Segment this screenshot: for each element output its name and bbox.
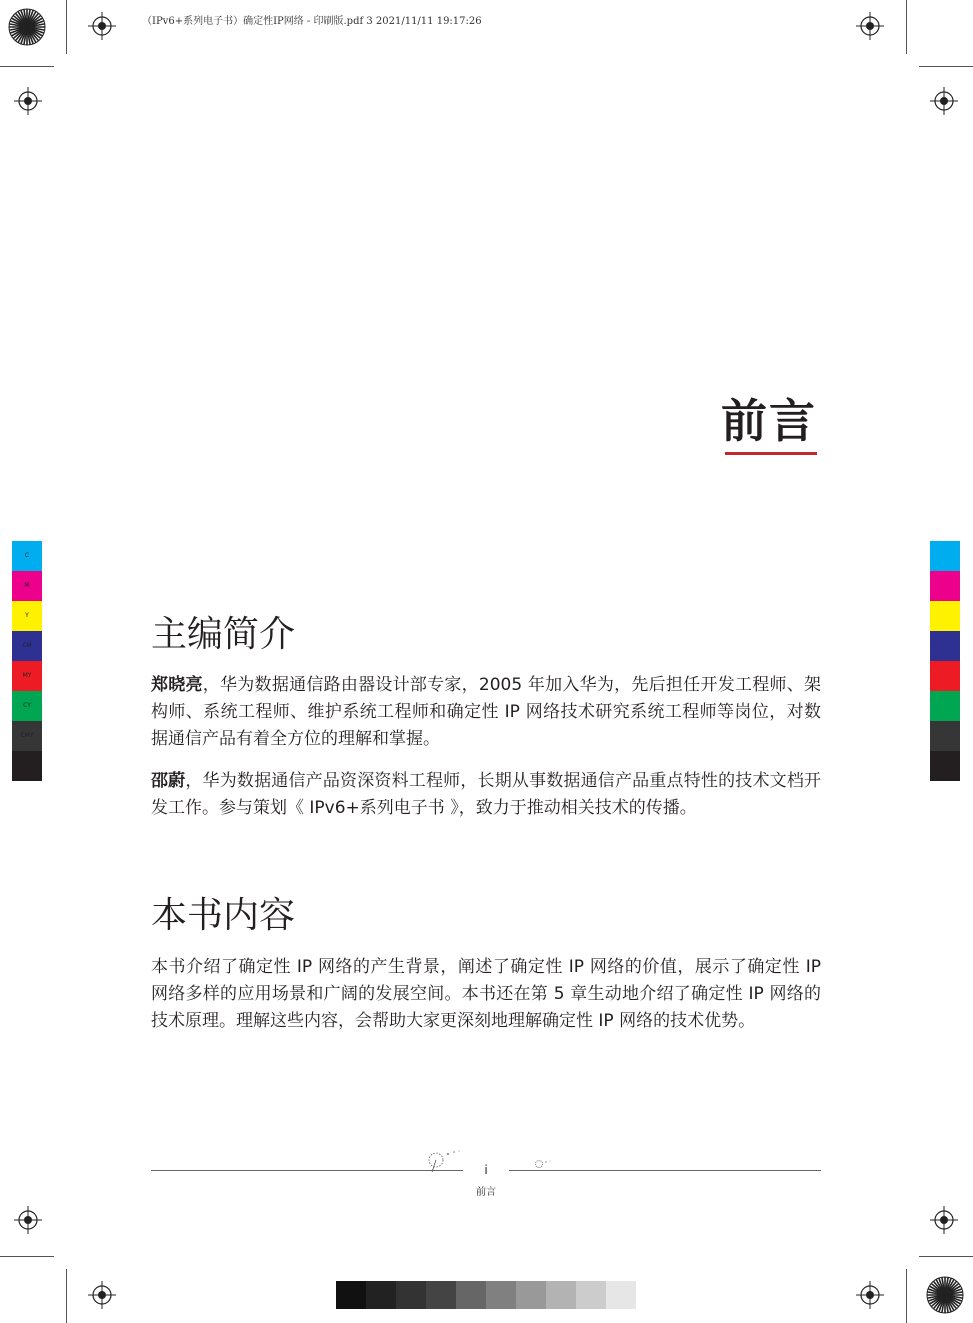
color-swatch <box>930 661 960 691</box>
gray-swatch <box>396 1281 426 1309</box>
color-swatch <box>930 601 960 631</box>
crop-line <box>919 1256 973 1257</box>
gray-swatch <box>456 1281 486 1309</box>
gray-swatch <box>546 1281 576 1309</box>
editor-bio-paragraph <box>151 672 821 753</box>
editor-name: 邵蔚 <box>151 771 186 791</box>
registration-mark-icon <box>88 12 116 40</box>
color-swatch: K <box>12 751 42 781</box>
color-swatch: CMY <box>12 721 42 751</box>
color-swatch: CY <box>12 691 42 721</box>
color-swatch <box>930 571 960 601</box>
color-swatch <box>930 751 960 781</box>
section-title-editors: 主编简介 <box>151 614 296 655</box>
gray-swatch <box>336 1281 366 1309</box>
color-swatch: C <box>12 541 42 571</box>
crop-line <box>919 66 973 67</box>
registration-mark-icon <box>14 87 42 115</box>
footer-rule-left <box>151 1170 463 1171</box>
gray-swatch <box>606 1281 636 1309</box>
color-swatch: Y <box>12 601 42 631</box>
crop-line <box>906 1269 907 1323</box>
registration-mark-icon <box>930 1206 958 1234</box>
section-title-contents: 本书内容 <box>151 895 296 936</box>
registration-mark-icon <box>14 1206 42 1234</box>
page-number: i <box>484 1163 488 1177</box>
chapter-title: 前言 <box>721 394 817 448</box>
starburst-mark-icon <box>926 1276 964 1314</box>
editor-bio-text: ，华为数据通信产品资深资料工程师，长期从事数据通信产品重点特性的技术文档开发工作。参与策划《 IPv6+系列电子书 》，致力于推动相关技术的传播。 <box>151 771 822 818</box>
dandelion-seed-icon <box>533 1158 553 1170</box>
color-swatch <box>930 721 960 751</box>
color-swatch <box>930 691 960 721</box>
editor-bio-paragraph <box>151 768 821 822</box>
gray-swatch <box>516 1281 546 1309</box>
crop-line <box>66 1269 67 1323</box>
color-swatch <box>930 631 960 661</box>
book-contents-paragraph: 本书介绍了确定性 IP 网络的产生背景，阐述了确定性 IP 网络的价值，展示了确定性 IP 网络多样的应用场景和广阔的发展空间。本书还在第 5 章生动地介绍了确定性 IP 网络的技术原理。理解这些内容，会帮助大家更深刻地理解确定性 IP 网络的技术优势。 <box>151 957 821 1031</box>
print-file-info: （IPv6+系列电子书）确定性IP网络 - 印刷版.pdf 3 2021/11/11 19:17:26 <box>142 16 482 27</box>
starburst-mark-icon <box>8 8 46 46</box>
registration-mark-icon <box>856 1281 884 1309</box>
color-swatch: M <box>12 571 42 601</box>
gray-swatch <box>366 1281 396 1309</box>
gray-swatch <box>486 1281 516 1309</box>
color-swatch <box>930 541 960 571</box>
footer-rule-right <box>509 1170 821 1171</box>
crop-line <box>0 66 54 67</box>
gray-swatch <box>426 1281 456 1309</box>
color-swatch: CM <box>12 631 42 661</box>
registration-mark-icon <box>88 1281 116 1309</box>
crop-line <box>0 1256 54 1257</box>
color-swatch: MY <box>12 661 42 691</box>
crop-line <box>66 0 67 54</box>
chapter-title-underline <box>725 452 817 455</box>
editor-bio-text: ，华为数据通信路由器设计部专家，2005 年加入华为，先后担任开发工程师、架构师、系统工程师、维护系统工程师和确定性 IP 网络技术研究系统工程师等岗位，对数据通信产品有着全方位的理解和掌握。 <box>151 675 821 749</box>
gray-swatch <box>576 1281 606 1309</box>
editor-name: 郑晓亮 <box>151 675 203 695</box>
registration-mark-icon <box>856 12 884 40</box>
footer-chapter-label: 前言 <box>476 1187 496 1198</box>
dandelion-icon <box>424 1148 464 1174</box>
registration-mark-icon <box>930 87 958 115</box>
crop-line <box>906 0 907 54</box>
